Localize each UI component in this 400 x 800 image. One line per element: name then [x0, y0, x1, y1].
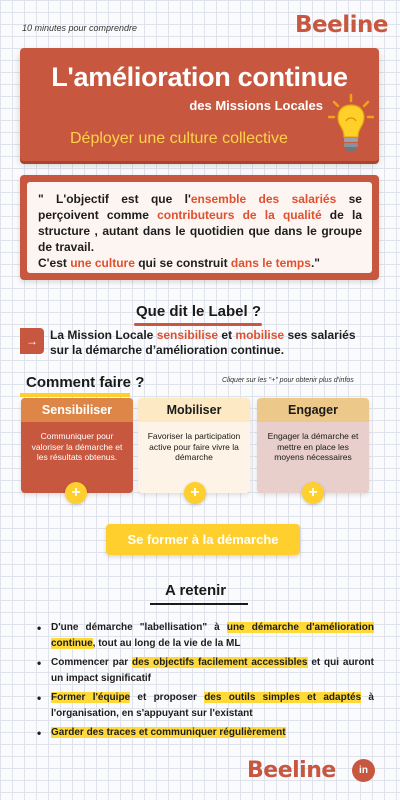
header-tagline: 10 minutes pour comprendre	[22, 23, 138, 33]
label-section-text: La Mission Locale sensibilise et mobilise ses salariés sur la démarche d’amélioration continue.	[50, 328, 356, 357]
column-title: Engager	[257, 398, 369, 422]
plus-button-engager[interactable]: +	[302, 482, 324, 504]
how-section-hint: Cliquer sur les "+" pour obtenir plus d'infos	[222, 377, 354, 384]
label-section-underline	[134, 323, 262, 326]
plus-button-mobiliser[interactable]: +	[184, 482, 206, 504]
footer-brand-logo: Beeline	[247, 758, 336, 783]
page-title: L'amélioration continue	[51, 62, 348, 92]
column-title: Sensibiliser	[21, 398, 133, 422]
retain-section-title: A retenir	[165, 582, 227, 599]
quote-text: " L'objectif est que l'ensemble des salariés se perçoivent comme contributeurs de la qualité de la structure , autant dans le quotidien que dans le groupe de travail. C'est une culture qui se construit dans le temps."	[27, 182, 372, 273]
training-button[interactable]: Se former à la démarche	[106, 524, 300, 555]
column-text: Communiquer pour valoriser la démarche et les résultats obtenus.	[31, 431, 123, 462]
retain-list	[36, 620, 374, 744]
column-text: Engager la démarche et mettre en place les moyens nécessaires	[267, 431, 359, 462]
list-item: • D'une démarche "labellisation" à une démarche d'amélioration continue, tout au long de la vie de la ML	[36, 620, 374, 652]
list-item: • Commencer par des objectifs facilement accessibles et qui auront un impact significatif	[36, 655, 374, 687]
page-subtitle: des Missions Locales	[189, 98, 323, 113]
column-sensibiliser	[21, 398, 133, 493]
linkedin-icon[interactable]: in	[352, 759, 375, 782]
arrow-right-icon: →	[20, 328, 44, 354]
lightbulb-icon	[328, 93, 374, 159]
column-engager	[257, 398, 369, 493]
brand-logo: Beeline	[295, 12, 388, 38]
how-section-title: Comment faire ?	[26, 374, 145, 391]
column-mobiliser	[138, 398, 250, 493]
title-tagline: Déployer une culture collective	[70, 130, 288, 147]
list-item: • Former l'équipe et proposer des outils simples et adaptés à l'organisation, en s'appuyant sur l'existant	[36, 690, 374, 722]
plus-button-sensibiliser[interactable]: +	[65, 482, 87, 504]
label-section-title: Que dit le Label ?	[136, 303, 262, 320]
retain-section-underline	[150, 603, 248, 605]
title-card	[20, 48, 379, 161]
quote-box	[20, 175, 379, 280]
list-item: • Garder des traces et communiquer régulièrement	[36, 725, 374, 741]
column-title: Mobiliser	[138, 398, 250, 422]
how-section-underline	[20, 393, 130, 397]
column-text: Favoriser la participation active pour faire vivre la démarche	[147, 431, 241, 462]
